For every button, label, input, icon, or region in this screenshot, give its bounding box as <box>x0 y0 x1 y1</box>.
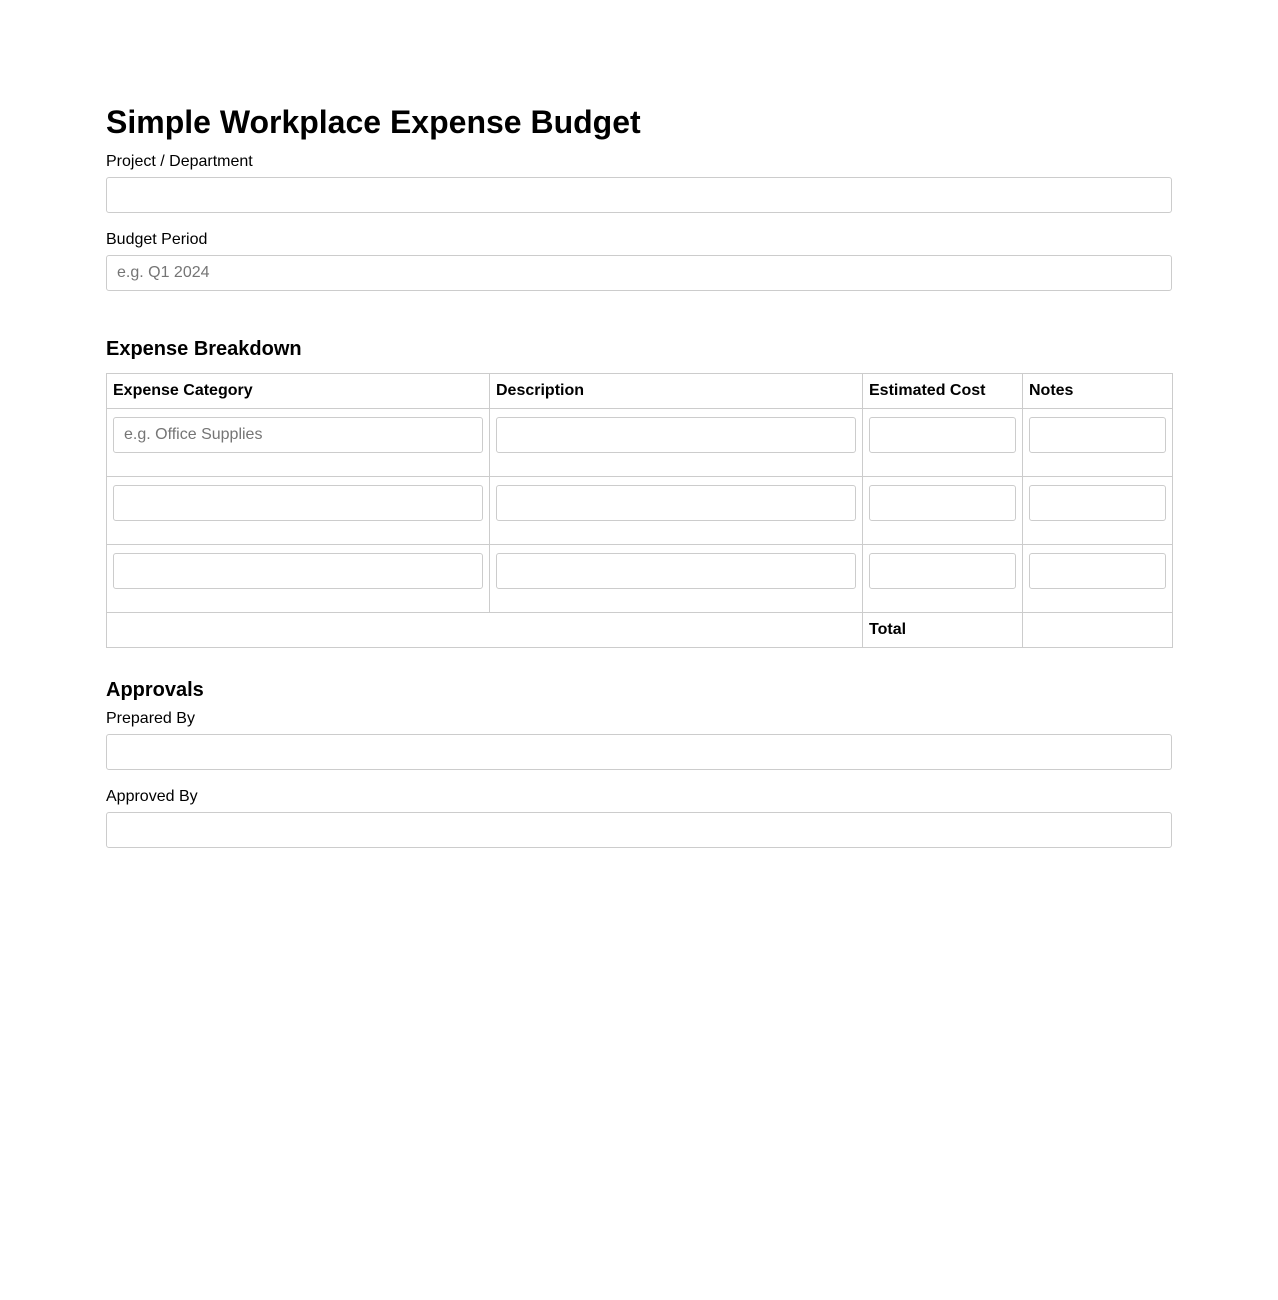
table-row <box>107 545 1173 613</box>
table-header-row <box>107 374 1173 409</box>
column-header-description: Description <box>490 374 863 409</box>
notes-input[interactable] <box>1029 553 1166 589</box>
table-row <box>107 477 1173 545</box>
notes-input[interactable] <box>1029 485 1166 521</box>
column-header-category: Expense Category <box>107 374 490 409</box>
description-input[interactable] <box>496 417 856 453</box>
prepared-by-input[interactable] <box>106 734 1172 770</box>
category-input[interactable] <box>113 485 483 521</box>
prepared-by-field-group <box>106 710 1172 770</box>
total-spacer-cell <box>107 613 863 648</box>
period-label: Budget Period <box>106 231 208 248</box>
description-input[interactable] <box>496 553 856 589</box>
project-input[interactable] <box>106 177 1172 213</box>
column-header-notes: Notes <box>1023 374 1173 409</box>
approvals-heading: Approvals <box>106 679 204 701</box>
expense-table <box>106 373 1173 648</box>
table-row <box>107 409 1173 477</box>
expense-breakdown-heading: Expense Breakdown <box>106 338 302 360</box>
page-title: Simple Workplace Expense Budget <box>106 104 641 140</box>
total-label: Total <box>863 613 1023 648</box>
description-input[interactable] <box>496 485 856 521</box>
estimated-cost-input[interactable] <box>869 417 1016 453</box>
total-value <box>1023 613 1173 648</box>
category-input[interactable] <box>113 553 483 589</box>
category-input[interactable] <box>113 417 483 453</box>
estimated-cost-input[interactable] <box>869 553 1016 589</box>
column-header-estimated-cost: Estimated Cost <box>863 374 1023 409</box>
project-field-group <box>106 153 1172 213</box>
notes-input[interactable] <box>1029 417 1166 453</box>
total-row <box>107 613 1173 648</box>
approved-by-field-group <box>106 788 1172 848</box>
approved-by-input[interactable] <box>106 812 1172 848</box>
budget-form <box>106 0 1172 848</box>
prepared-by-label: Prepared By <box>106 710 195 727</box>
period-field-group <box>106 231 1172 291</box>
budget-period-input[interactable] <box>106 255 1172 291</box>
approved-by-label: Approved By <box>106 788 198 805</box>
project-label: Project / Department <box>106 153 253 170</box>
estimated-cost-input[interactable] <box>869 485 1016 521</box>
